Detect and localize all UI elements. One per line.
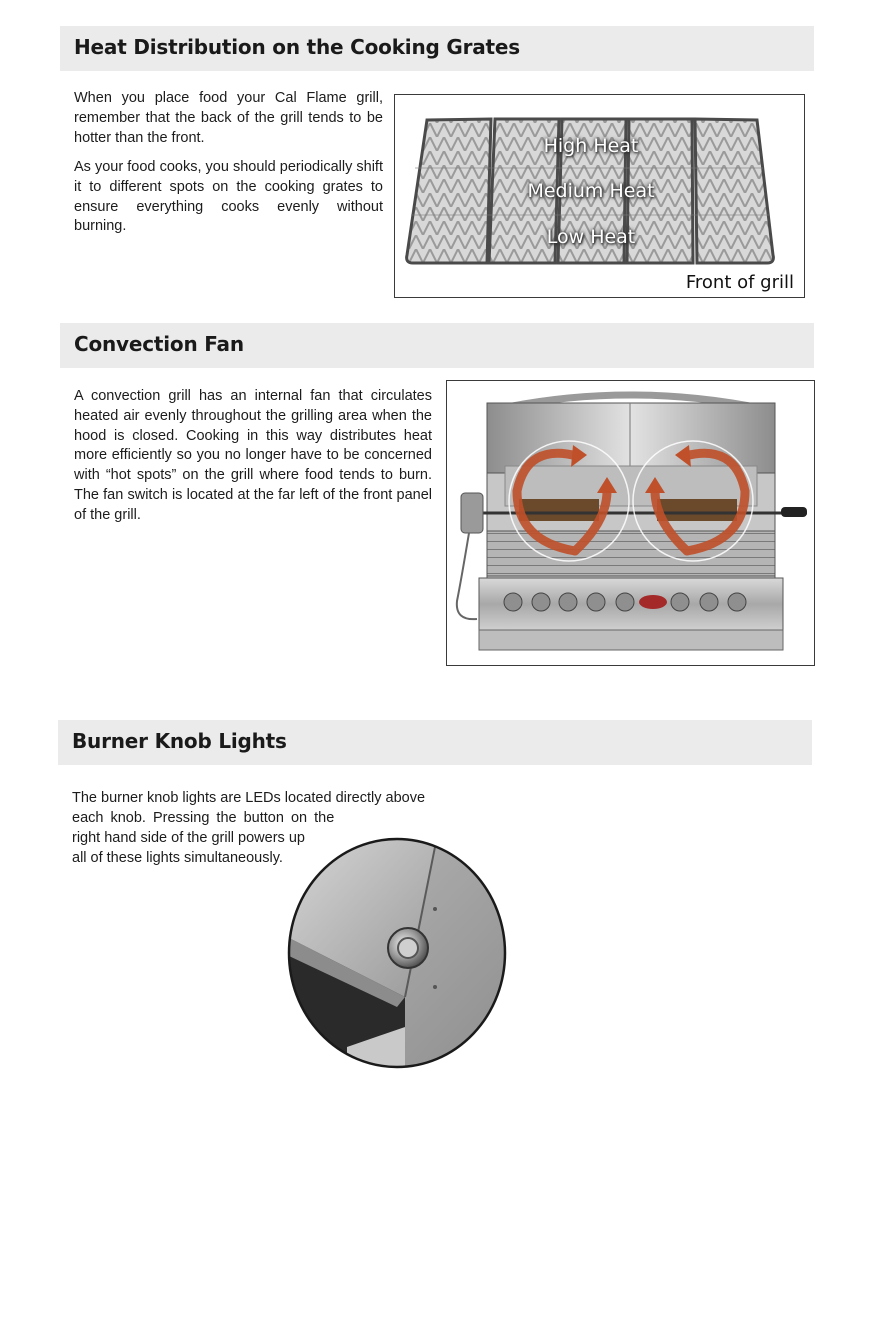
medium-heat-label: Medium Heat	[527, 180, 655, 202]
heat-paragraph-1: When you place food your Cal Flame grill, remember that the back of the grill tends to be hotter than the front.	[74, 90, 383, 146]
grate-heat-figure	[394, 94, 805, 298]
section-title: Heat Distribution on the Cooking Grates	[74, 35, 520, 59]
low-heat-label: Low Heat	[546, 226, 636, 248]
heat-paragraph-2: As your food cooks, you should periodically shift it to different spots on the cooking grates to ensure everything cooks evenly without burning.	[74, 159, 383, 235]
front-of-grill-label: Front of grill	[685, 272, 794, 293]
knob-lights-line-2: each knob. Pressing the button on the	[72, 810, 335, 826]
high-heat-label: High Heat	[543, 135, 639, 157]
section-header-burner-knob-lights	[58, 720, 812, 765]
grill-illustration	[447, 381, 814, 665]
knob-lights-line-4: all of these lights simultaneously.	[72, 850, 283, 866]
convection-grill-photo	[446, 380, 815, 666]
section-title: Burner Knob Lights	[72, 729, 287, 753]
section-header-heat-distribution	[60, 26, 814, 71]
convection-paragraph: A convection grill has an internal fan that circulates heated air evenly throughout the grilling area when the hood is closed. Cooking in this way distributes heat more efficiently so you no longer have to be concerned with “hot spots” on the grill where food tends to burn. The fan switch is located at the far left of the front panel of the grill.	[74, 388, 432, 523]
led-button-illustration	[287, 837, 507, 1069]
knob-lights-line-3: right hand side of the grill powers up	[72, 830, 305, 846]
knob-lights-line-1: The burner knob lights are LEDs located directly above	[72, 790, 426, 806]
section-header-convection-fan	[60, 323, 814, 368]
knob-light-button-photo	[287, 837, 507, 1069]
section-title: Convection Fan	[74, 332, 244, 356]
